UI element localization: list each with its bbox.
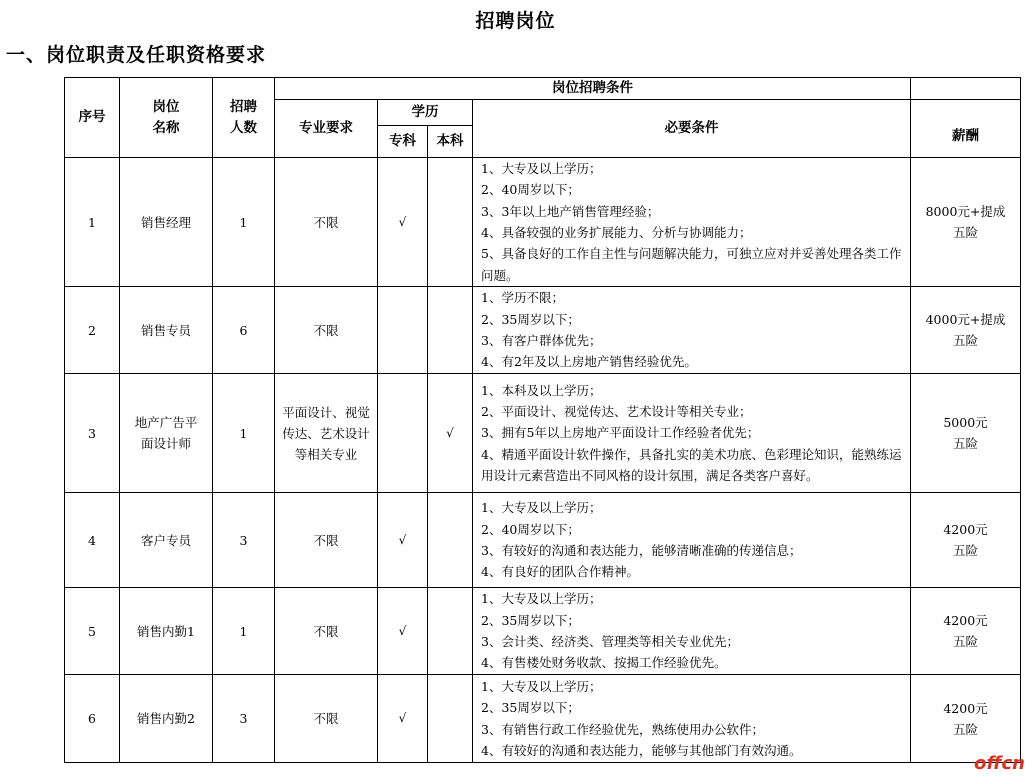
cell-requirements	[473, 493, 911, 588]
requirement-line: 1、学历不限；	[481, 290, 564, 306]
header-count-line2: 人数	[230, 119, 257, 136]
cell-requirements	[473, 287, 911, 374]
cell-college-check	[378, 374, 428, 493]
salary-insurance: 五险	[952, 634, 978, 649]
cell-seq: 4	[65, 493, 120, 588]
cell-count: 3	[213, 493, 275, 588]
requirement-line: 5、具备良好的工作自主性与问题解决能力，可独立应对并妥善处理各类工作问题。	[481, 246, 902, 283]
requirement-line: 2、35周岁以下；	[481, 311, 580, 327]
cell-count: 6	[213, 287, 275, 374]
cell-count: 1	[213, 588, 275, 675]
header-count	[213, 78, 275, 158]
header-college: 专科	[378, 126, 428, 158]
cell-bachelor-check	[428, 493, 473, 588]
cell-name	[120, 374, 213, 493]
cell-seq: 6	[65, 675, 120, 763]
requirement-line: 2、35周岁以下；	[481, 612, 580, 628]
cell-salary	[911, 675, 1021, 763]
requirement-line: 4、有良好的团队合作精神。	[481, 564, 639, 580]
header-seq: 序号	[65, 78, 120, 158]
requirement-line: 1、本科及以上学历；	[481, 382, 602, 398]
header-required: 必要条件	[473, 100, 911, 158]
cell-major: 不限	[275, 287, 378, 374]
cell-name: 销售内勤1	[120, 588, 213, 675]
cell-major: 不限	[275, 675, 378, 763]
requirement-line: 1、大专及以上学历；	[481, 591, 602, 607]
salary-amount: 4000元+提成	[925, 312, 1006, 327]
cell-requirements	[473, 374, 911, 493]
salary-amount: 4200元	[943, 522, 988, 537]
requirement-line: 1、大专及以上学历；	[481, 678, 602, 694]
cell-seq: 3	[65, 374, 120, 493]
cell-name: 销售内勤2	[120, 675, 213, 763]
header-position-line1: 岗位	[152, 98, 180, 115]
cell-bachelor-check: √	[428, 374, 473, 493]
requirement-line: 3、有客户群体优先；	[481, 333, 602, 348]
cell-college-check: √	[378, 588, 428, 675]
name-line1: 地产广告平	[134, 415, 198, 430]
header-position	[120, 78, 213, 158]
requirement-line: 2、40周岁以下；	[481, 521, 580, 537]
header-major: 专业要求	[275, 100, 378, 158]
cell-bachelor-check	[428, 588, 473, 675]
table-row	[65, 158, 1021, 287]
cell-salary	[911, 158, 1021, 287]
salary-insurance: 五险	[952, 436, 978, 451]
cell-count: 1	[213, 158, 275, 287]
salary-amount: 4200元	[943, 613, 988, 628]
salary-insurance: 五险	[952, 333, 978, 348]
salary-amount: 8000元+提成	[925, 204, 1006, 219]
name-line2: 面设计师	[140, 436, 191, 451]
requirement-line: 4、精通平面设计软件操作，具备扎实的美术功底、色彩理论知识，能熟练运用设计元素营造出不同风格的设计氛围，满足各类客户喜好。	[481, 446, 902, 483]
cell-seq: 5	[65, 588, 120, 675]
major-line1: 平面设计、视觉	[282, 404, 370, 420]
header-conditions: 岗位招聘条件	[275, 78, 911, 100]
requirement-line: 3、有较好的沟通和表达能力，能够清晰准确的传递信息；	[481, 543, 802, 558]
salary-insurance: 五险	[952, 543, 978, 558]
salary-insurance: 五险	[952, 225, 978, 240]
cell-name: 销售经理	[120, 158, 213, 287]
requirement-line: 3、拥有5年以上房地产平面设计工作经验者优先；	[481, 425, 760, 441]
cell-salary	[911, 588, 1021, 675]
cell-bachelor-check	[428, 287, 473, 374]
header-salary: 薪酬	[911, 100, 1021, 158]
cell-bachelor-check	[428, 158, 473, 287]
table-row	[65, 287, 1021, 374]
recruitment-table	[64, 77, 1021, 763]
salary-insurance: 五险	[952, 721, 978, 737]
header-blank	[911, 78, 1021, 100]
requirement-line: 2、平面设计、视觉传达、艺术设计等相关专业；	[481, 404, 752, 420]
cell-name: 客户专员	[120, 493, 213, 588]
requirement-line: 1、大专及以上学历；	[481, 500, 602, 516]
table-row	[65, 374, 1021, 493]
requirement-line: 4、有较好的沟通和表达能力，能够与其他部门有效沟通。	[481, 742, 802, 758]
requirement-line: 2、40周岁以下；	[481, 182, 580, 198]
requirement-line: 4、有售楼处财务收款、按揭工作经验优先。	[481, 655, 727, 671]
cell-seq: 1	[65, 158, 120, 287]
offcn-watermark: offcn	[974, 753, 1025, 774]
requirement-line: 2、35周岁以下；	[481, 700, 580, 716]
cell-count: 1	[213, 374, 275, 493]
requirement-line: 3、会计类、经济类、管理类等相关专业优先；	[481, 634, 739, 649]
cell-salary	[911, 374, 1021, 493]
cell-seq: 2	[65, 287, 120, 374]
major-line3: 等相关专业	[294, 446, 358, 462]
salary-amount: 4200元	[943, 700, 988, 716]
requirement-line: 3、有销售行政工作经验优先，熟练使用办公软件；	[481, 721, 764, 737]
requirement-line: 4、具备较强的业务扩展能力、分析与协调能力；	[481, 225, 752, 240]
cell-major: 不限	[275, 493, 378, 588]
cell-college-check	[378, 287, 428, 374]
cell-college-check: √	[378, 493, 428, 588]
cell-major	[275, 374, 378, 493]
table-row	[65, 675, 1021, 763]
header-count-line1: 招聘	[230, 98, 257, 115]
header-education: 学历	[378, 100, 473, 126]
page-title: 招聘岗位	[475, 10, 556, 32]
cell-requirements	[473, 158, 911, 287]
requirement-line: 1、大专及以上学历；	[481, 161, 602, 177]
cell-requirements	[473, 675, 911, 763]
cell-college-check: √	[378, 158, 428, 287]
requirement-line: 4、有2年及以上房地产销售经验优先。	[481, 354, 697, 370]
table-row	[65, 588, 1021, 675]
cell-salary	[911, 287, 1021, 374]
requirement-line: 3、3年以上地产销售管理经验；	[481, 203, 660, 219]
cell-college-check: √	[378, 675, 428, 763]
cell-major: 不限	[275, 158, 378, 287]
header-position-line2: 名称	[152, 119, 180, 136]
major-line2: 传达、艺术设计	[282, 425, 370, 441]
header-bachelor: 本科	[428, 126, 473, 158]
cell-name: 销售专员	[120, 287, 213, 374]
section-title: 一、岗位职责及任职资格要求	[6, 44, 267, 66]
cell-major: 不限	[275, 588, 378, 675]
cell-requirements	[473, 588, 911, 675]
table-row	[65, 493, 1021, 588]
cell-salary	[911, 493, 1021, 588]
cell-count: 3	[213, 675, 275, 763]
cell-bachelor-check	[428, 675, 473, 763]
salary-amount: 5000元	[943, 415, 988, 430]
